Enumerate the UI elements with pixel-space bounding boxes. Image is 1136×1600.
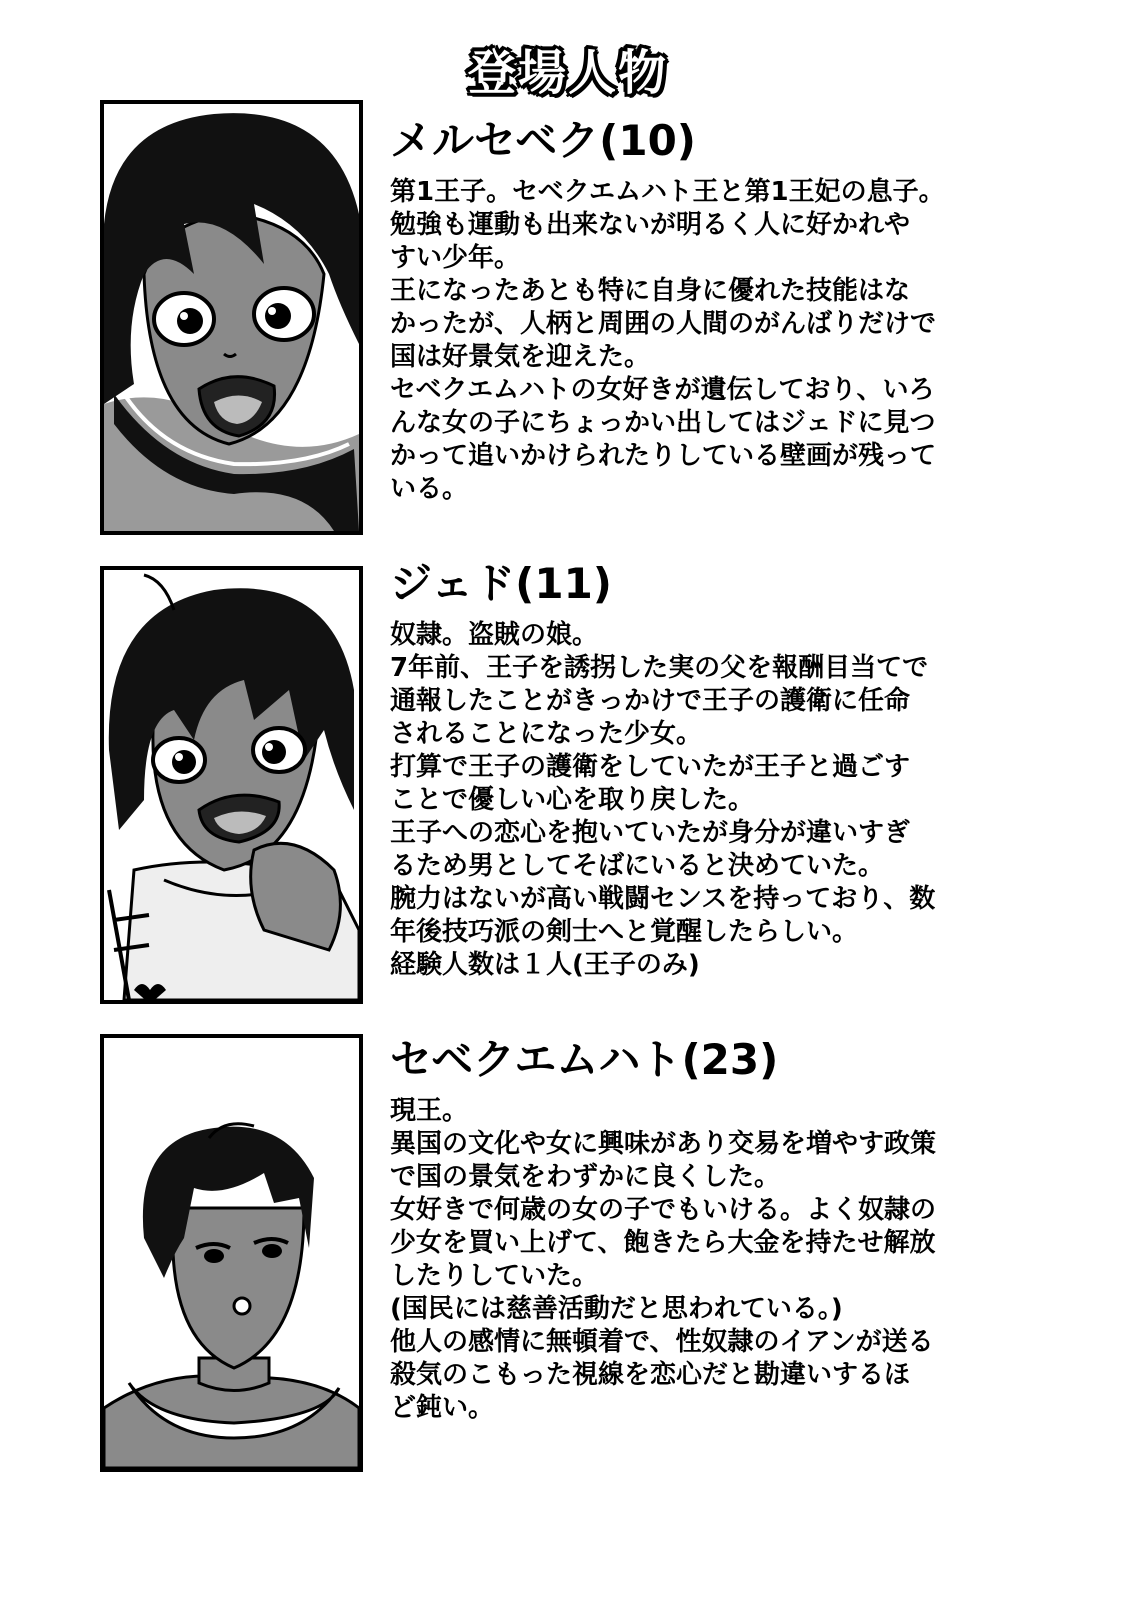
description-line: すい少年。 (390, 243, 521, 274)
description-line: 国は好景気を迎えた。 (390, 342, 651, 373)
description-line: されることになった少女。 (390, 719, 703, 750)
description-line: ことで優しい心を取り戻した。 (390, 785, 755, 816)
profile-sebekemhat (390, 1037, 1050, 1425)
portrait-djed-image (104, 570, 359, 1000)
description-line: 王になったあとも特に自身に優れた技能はな (390, 276, 911, 307)
page-title: 登場人物 (467, 45, 668, 101)
description-line: ど鈍い。 (390, 1393, 495, 1424)
description-line: んな女の子にちょっかい出してはジェドに見つ (390, 408, 936, 439)
description-line: いる。 (390, 474, 469, 505)
description-line: 腕力はないが高い戦闘センスを持っており、数 (390, 884, 936, 915)
character-description (390, 619, 1050, 982)
character-description (390, 176, 1050, 506)
portrait-panel-mersebek (100, 100, 363, 535)
description-line: (国民には慈善活動だと思われている。) (390, 1294, 843, 1325)
description-line: 打算で王子の護衛をしていたが王子と過ごす (390, 752, 911, 783)
portrait-sebekemhat-image (104, 1038, 359, 1468)
portrait-panel-sebekemhat (100, 1034, 363, 1472)
description-line: るため男としてそばにいると決めていた。 (390, 851, 885, 882)
description-line: 他人の感情に無頓着で、性奴隷のイアンが送る (390, 1327, 934, 1358)
description-line: 殺気のこもった視線を恋心だと勘違いするほ (390, 1360, 911, 1391)
description-line: で国の景気をわずかに良くした。 (390, 1162, 781, 1193)
description-line: かったが、人柄と周囲の人間のがんばりだけで (390, 309, 937, 340)
description-line: 年後技巧派の剣士へと覚醒したらしい。 (390, 917, 859, 948)
description-line: 少女を買い上げて、飽きたら大金を持たせ解放 (390, 1228, 936, 1259)
description-line: 王子への恋心を抱いていたが身分が違いすぎ (390, 818, 911, 849)
description-line: 通報したことがきっかけで王子の護衛に任命 (390, 686, 911, 717)
description-line: したりしていた。 (390, 1261, 599, 1292)
description-line: かって追いかけられたりしている壁画が残って (390, 441, 937, 472)
description-line: 経験人数は１人(王子のみ) (390, 950, 700, 981)
profile-mersebek (390, 118, 1050, 506)
description-line: 女好きで何歳の女の子でもいける。よく奴隷の (390, 1195, 937, 1226)
portrait-panel-djed (100, 566, 363, 1004)
character-description (390, 1095, 1050, 1425)
description-line: 奴隷。盗賊の娘。 (390, 620, 599, 651)
character-name: セベクエムハト(23) (390, 1035, 779, 1084)
description-line: 現王。 (390, 1096, 469, 1127)
profile-djed (390, 561, 1050, 982)
description-line: 第1王子。セベクエムハト王と第1王妃の息子。 (390, 177, 945, 208)
description-line: セベクエムハトの女好きが遺伝しており、いろ (390, 375, 935, 406)
description-line: 勉強も運動も出来ないが明るく人に好かれや (390, 210, 911, 241)
portrait-mersebek-image (104, 104, 359, 531)
description-line: 異国の文化や女に興味があり交易を増やす政策 (390, 1129, 937, 1160)
character-name: メルセベク(10) (390, 116, 696, 165)
description-line: 7年前、王子を誘拐した実の父を報酬目当てで (390, 653, 929, 684)
character-name: ジェド(11) (390, 559, 612, 608)
